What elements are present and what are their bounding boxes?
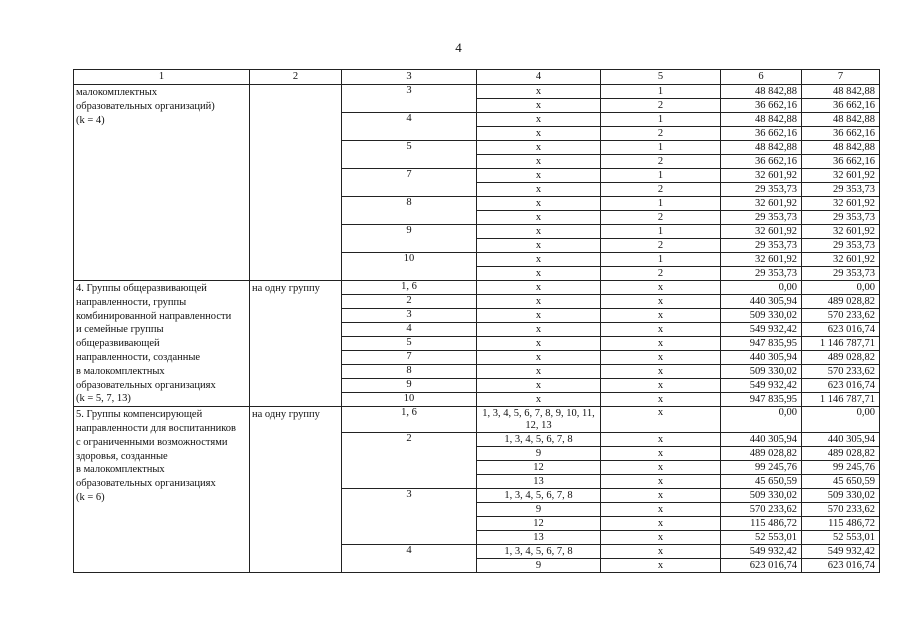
cell-col7: 0,00 [802, 281, 880, 295]
cell-col5: 1 [601, 225, 721, 239]
cell-col5: 2 [601, 155, 721, 169]
cell-col3: 9 [342, 379, 477, 393]
cell-col7: 570 233,62 [802, 365, 880, 379]
cell-col6: 570 233,62 [721, 503, 802, 517]
cell-col4: x [477, 281, 601, 295]
cell-col7: 623 016,74 [802, 323, 880, 337]
group-label-line: в малокомплектных [76, 365, 165, 377]
cell-col7: 36 662,16 [802, 99, 880, 113]
cell-col7: 48 842,88 [802, 113, 880, 127]
cell-col4: x [477, 211, 601, 225]
cell-col4: 9 [477, 559, 601, 573]
cell-col6: 29 353,73 [721, 267, 802, 281]
cell-col3: 2 [342, 295, 477, 309]
cell-col6: 0,00 [721, 281, 802, 295]
cell-col6: 45 650,59 [721, 475, 802, 489]
cell-col4: x [477, 365, 601, 379]
cell-col5: 2 [601, 183, 721, 197]
group-label-line: образовательных организаций) [76, 100, 215, 112]
table-body [74, 85, 880, 573]
cell-col4: x [477, 183, 601, 197]
cell-col5: x [601, 447, 721, 461]
unit-cell: на одну группу [250, 281, 342, 407]
cell-col5: x [601, 309, 721, 323]
cell-col5: 1 [601, 85, 721, 99]
cell-col6: 99 245,76 [721, 461, 802, 475]
cell-col3: 1, 6 [342, 407, 477, 433]
cell-col6: 32 601,92 [721, 169, 802, 183]
table-header-row [74, 70, 880, 85]
cell-col4: x [477, 309, 601, 323]
cell-col7: 1 146 787,71 [802, 393, 880, 407]
cell-col4: 1, 3, 4, 5, 6, 7, 8 [477, 489, 601, 503]
cell-col4: 9 [477, 503, 601, 517]
cell-col6: 509 330,02 [721, 489, 802, 503]
cell-col6: 32 601,92 [721, 197, 802, 211]
cell-col7: 570 233,62 [802, 503, 880, 517]
cell-col6: 509 330,02 [721, 309, 802, 323]
cell-col6: 0,00 [721, 407, 802, 433]
group-label-line: малокомплектных [76, 87, 158, 98]
group-label-line: общеразвивающей [76, 338, 160, 350]
cell-col3: 3 [342, 309, 477, 323]
cell-col7: 440 305,94 [802, 433, 880, 447]
cell-col7: 29 353,73 [802, 267, 880, 281]
cell-col7: 509 330,02 [802, 489, 880, 503]
cell-col4: x [477, 393, 601, 407]
cell-col3: 7 [342, 351, 477, 365]
cell-col3: 4 [342, 323, 477, 337]
cell-col3: 5 [342, 337, 477, 351]
table-row [74, 85, 880, 99]
cell-col5: x [601, 393, 721, 407]
cell-col3: 2 [342, 433, 477, 489]
cell-col7: 48 842,88 [802, 85, 880, 99]
cell-col4: x [477, 169, 601, 183]
group-label-line: и семейные группы [76, 324, 164, 336]
cell-col6: 440 305,94 [721, 433, 802, 447]
cell-col3: 3 [342, 489, 477, 545]
cell-col3: 10 [342, 393, 477, 407]
cell-col6: 440 305,94 [721, 295, 802, 309]
cell-col5: x [601, 559, 721, 573]
cell-col7: 570 233,62 [802, 309, 880, 323]
cell-col5: 2 [601, 211, 721, 225]
cell-col5: x [601, 295, 721, 309]
cell-col4: x [477, 323, 601, 337]
cell-col5: x [601, 281, 721, 295]
table-row [74, 281, 880, 295]
cell-col5: 1 [601, 141, 721, 155]
unit-cell: на одну группу [250, 407, 342, 573]
cell-col4: 1, 3, 4, 5, 6, 7, 8 [477, 545, 601, 559]
cell-col5: x [601, 461, 721, 475]
cell-col4: x [477, 127, 601, 141]
cell-col5: x [601, 503, 721, 517]
cell-col5: x [601, 365, 721, 379]
cell-col5: x [601, 531, 721, 545]
column-header: 3 [342, 70, 477, 85]
cell-col7: 549 932,42 [802, 545, 880, 559]
cell-col4: x [477, 253, 601, 267]
cell-col4: x [477, 155, 601, 169]
group-label-line: (k = 6) [76, 491, 105, 503]
cell-col4: x [477, 351, 601, 365]
cell-col7: 32 601,92 [802, 225, 880, 239]
cell-col4: 1, 3, 4, 5, 6, 7, 8, 9, 10, 11, 12, 13 [477, 407, 601, 433]
cell-col5: x [601, 433, 721, 447]
cell-col5: x [601, 475, 721, 489]
cell-col6: 549 932,42 [721, 545, 802, 559]
cell-col6: 947 835,95 [721, 393, 802, 407]
cell-col4: x [477, 99, 601, 113]
group-label-line: комбинированной направленности [76, 310, 232, 322]
cell-col7: 48 842,88 [802, 141, 880, 155]
cell-col5: 2 [601, 127, 721, 141]
cell-col5: 1 [601, 113, 721, 127]
unit-cell [250, 85, 342, 281]
group-label-line: образовательных организациях [76, 379, 216, 391]
cell-col3: 4 [342, 113, 477, 141]
group-label-line: в малокомплектных [76, 464, 165, 476]
cell-col4: x [477, 225, 601, 239]
group-label-line: здоровья, созданные [76, 450, 168, 462]
cell-col6: 947 835,95 [721, 337, 802, 351]
cell-col4: x [477, 337, 601, 351]
cell-col3: 8 [342, 365, 477, 379]
cell-col4: 9 [477, 447, 601, 461]
cell-col5: x [601, 351, 721, 365]
cell-col4: x [477, 85, 601, 99]
group-label-line: направленности, созданные [76, 351, 201, 363]
cell-col4: x [477, 239, 601, 253]
cell-col7: 1 146 787,71 [802, 337, 880, 351]
cell-col7: 52 553,01 [802, 531, 880, 545]
cell-col3: 8 [342, 197, 477, 225]
column-header: 4 [477, 70, 601, 85]
cell-col5: 1 [601, 197, 721, 211]
cell-col3: 10 [342, 253, 477, 281]
cell-col6: 32 601,92 [721, 253, 802, 267]
cell-col6: 549 932,42 [721, 379, 802, 393]
cell-col7: 99 245,76 [802, 461, 880, 475]
cell-col7: 36 662,16 [802, 155, 880, 169]
cell-col7: 32 601,92 [802, 253, 880, 267]
cell-col4: 1, 3, 4, 5, 6, 7, 8 [477, 433, 601, 447]
cell-col7: 45 650,59 [802, 475, 880, 489]
cell-col3: 7 [342, 169, 477, 197]
cell-col3: 3 [342, 85, 477, 113]
column-header: 7 [802, 70, 880, 85]
cell-col5: 2 [601, 99, 721, 113]
cell-col5: x [601, 323, 721, 337]
cell-col7: 623 016,74 [802, 559, 880, 573]
group-label-line: 4. Группы общеразвивающей [76, 283, 207, 294]
cell-col4: x [477, 197, 601, 211]
cell-col5: x [601, 379, 721, 393]
cell-col4: x [477, 267, 601, 281]
cell-col5: x [601, 545, 721, 559]
group-label-line: с ограниченными возможностями [76, 436, 228, 448]
cell-col4: x [477, 295, 601, 309]
cell-col3: 5 [342, 141, 477, 169]
cell-col7: 0,00 [802, 407, 880, 433]
cell-col4: x [477, 379, 601, 393]
cell-col7: 489 028,82 [802, 295, 880, 309]
cell-col6: 549 932,42 [721, 323, 802, 337]
cell-col7: 32 601,92 [802, 197, 880, 211]
cell-col6: 29 353,73 [721, 211, 802, 225]
column-header: 5 [601, 70, 721, 85]
cell-col7: 489 028,82 [802, 351, 880, 365]
column-header: 1 [74, 70, 250, 85]
cell-col6: 32 601,92 [721, 225, 802, 239]
cell-col6: 48 842,88 [721, 113, 802, 127]
cell-col4: x [477, 113, 601, 127]
page-number: 4 [455, 40, 462, 55]
cell-col6: 623 016,74 [721, 559, 802, 573]
group-label-line: направленности, группы [76, 296, 187, 308]
tariff-table [73, 69, 880, 573]
cell-col4: 12 [477, 461, 601, 475]
cell-col6: 36 662,16 [721, 127, 802, 141]
group-label [74, 281, 250, 407]
cell-col4: 13 [477, 475, 601, 489]
group-label [74, 407, 250, 573]
cell-col6: 489 028,82 [721, 447, 802, 461]
cell-col6: 29 353,73 [721, 183, 802, 197]
cell-col7: 32 601,92 [802, 169, 880, 183]
cell-col5: x [601, 337, 721, 351]
cell-col6: 36 662,16 [721, 99, 802, 113]
table-row [74, 407, 880, 433]
cell-col6: 115 486,72 [721, 517, 802, 531]
cell-col6: 52 553,01 [721, 531, 802, 545]
cell-col6: 29 353,73 [721, 239, 802, 253]
cell-col6: 48 842,88 [721, 141, 802, 155]
group-label [74, 85, 250, 281]
cell-col6: 509 330,02 [721, 365, 802, 379]
cell-col3: 9 [342, 225, 477, 253]
cell-col4: 12 [477, 517, 601, 531]
group-label-line: (k = 4) [76, 114, 105, 126]
cell-col7: 623 016,74 [802, 379, 880, 393]
cell-col4: 13 [477, 531, 601, 545]
cell-col4: x [477, 141, 601, 155]
column-header: 2 [250, 70, 342, 85]
cell-col5: x [601, 407, 721, 433]
cell-col5: x [601, 517, 721, 531]
cell-col6: 48 842,88 [721, 85, 802, 99]
cell-col5: 1 [601, 169, 721, 183]
cell-col5: 1 [601, 253, 721, 267]
cell-col6: 440 305,94 [721, 351, 802, 365]
cell-col7: 29 353,73 [802, 239, 880, 253]
group-label-line: образовательных организациях [76, 478, 216, 490]
column-header: 6 [721, 70, 802, 85]
cell-col7: 36 662,16 [802, 127, 880, 141]
cell-col6: 36 662,16 [721, 155, 802, 169]
cell-col7: 29 353,73 [802, 211, 880, 225]
cell-col5: x [601, 489, 721, 503]
cell-col7: 489 028,82 [802, 447, 880, 461]
cell-col5: 2 [601, 239, 721, 253]
cell-col3: 4 [342, 545, 477, 573]
cell-col7: 115 486,72 [802, 517, 880, 531]
group-label-line: направленности для воспитанников [76, 422, 236, 434]
cell-col7: 29 353,73 [802, 183, 880, 197]
cell-col3: 1, 6 [342, 281, 477, 295]
cell-col5: 2 [601, 267, 721, 281]
group-label-line: 5. Группы компенсирующей [76, 409, 203, 421]
group-label-line: (k = 5, 7, 13) [76, 393, 131, 405]
